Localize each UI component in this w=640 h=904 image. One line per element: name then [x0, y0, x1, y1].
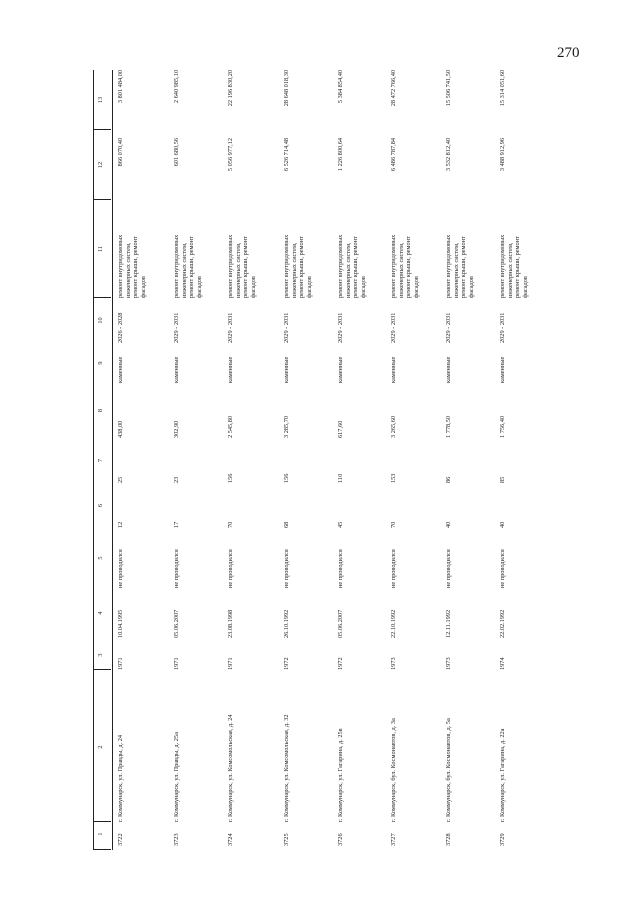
- cell-status: не проводился: [227, 549, 234, 588]
- cell-date: 22.02.1992: [499, 609, 506, 638]
- col-header-1: 1: [97, 832, 104, 836]
- cell-status: не проводился: [445, 549, 452, 588]
- cell-cost: 3 488 912,96: [499, 138, 506, 172]
- col-header-3: 3: [97, 653, 104, 657]
- cell-works: ремонт внутридомовых инженерных систем, ремонт крыши, ремонт фасадов: [117, 234, 147, 298]
- cell-year: 1971: [227, 657, 234, 670]
- cell-address: г. Коммунарск, бул. Космонавтов, д. 3а: [390, 718, 397, 822]
- cell-cost: 5 056 977,12: [227, 138, 234, 172]
- page-number: 270: [557, 45, 580, 61]
- cell-c6: 40: [499, 521, 506, 528]
- cell-total: 28 472 766,40: [390, 70, 397, 107]
- cell-address: г. Коммунарск, ул. Комсомольская, д. 32: [283, 714, 290, 822]
- cell-year: 1971: [117, 657, 124, 670]
- cell-material: каменные: [337, 356, 344, 383]
- header-divider: [93, 129, 111, 130]
- col-header-5: 5: [97, 556, 104, 560]
- rotated-table: [93, 70, 613, 850]
- cell-status: не проводился: [390, 549, 397, 588]
- cell-num: 3728: [445, 833, 452, 846]
- cell-address: г. Коммунарск, ул. Правды, д. 25а: [173, 732, 180, 822]
- cell-total: 2 640 985,10: [173, 70, 180, 104]
- cell-address: г. Коммунарск, ул. Комсомольская, д. 24: [227, 714, 234, 822]
- col-header-8: 8: [97, 408, 104, 413]
- cell-area: 3 265,60: [390, 415, 397, 438]
- cell-date: 10.04.1995: [117, 609, 124, 638]
- header-divider: [93, 821, 111, 822]
- cell-works: ремонт внутридомовых инженерных систем, ремонт крыши, ремонт фасадов: [337, 234, 367, 298]
- cell-cost: 3 532 812,40: [445, 138, 452, 172]
- cell-year: 1972: [337, 657, 344, 670]
- cell-works: ремонт внутридомовых инженерных систем, ремонт крыши, ремонт фасадов: [227, 234, 257, 298]
- col-header-13: 13: [97, 96, 104, 104]
- col-header-9: 9: [97, 361, 104, 365]
- cell-period: 2029 - 2031: [337, 312, 344, 343]
- cell-works: ремонт внутридомовых инженерных систем, ремонт крыши, ремонт фасадов: [445, 234, 475, 298]
- cell-num: 3722: [117, 833, 124, 846]
- cell-status: не проводился: [499, 549, 506, 588]
- cell-total: 15 506 741,50: [445, 70, 452, 107]
- cell-period: 2029 - 2031: [173, 312, 180, 343]
- cell-c6: 40: [445, 521, 452, 528]
- cell-num: 3726: [337, 833, 344, 846]
- cell-c6: 70: [227, 521, 234, 528]
- cell-area: 2 545,80: [227, 415, 234, 438]
- cell-status: не проводился: [283, 549, 290, 588]
- cell-c6: 68: [283, 521, 290, 528]
- cell-c6: 45: [337, 521, 344, 528]
- cell-total: 28 648 018,30: [283, 70, 290, 107]
- cell-num: 3725: [283, 833, 290, 846]
- cell-period: 2029 - 2031: [283, 312, 290, 343]
- cell-year: 1971: [173, 657, 180, 670]
- cell-date: 12.11.1992: [445, 609, 452, 638]
- cell-c7: 25: [117, 476, 124, 483]
- table-row: [499, 70, 549, 850]
- col-header-7: 7: [97, 458, 104, 463]
- cell-cost: 866 070,40: [117, 138, 124, 167]
- cell-area: 617,60: [337, 420, 344, 438]
- cell-material: каменные: [445, 356, 452, 383]
- header-divider: [93, 199, 111, 200]
- cell-date: 26.10.1992: [283, 609, 290, 638]
- cell-total: 15 314 051,60: [499, 70, 506, 107]
- cell-date: 23.08.1998: [227, 609, 234, 638]
- cell-cost: 601 680,56: [173, 138, 180, 167]
- cell-works: ремонт внутридомовых инженерных систем, ремонт крыши, ремонт фасадов: [173, 234, 203, 298]
- cell-cost: 6 526 714,48: [283, 138, 290, 172]
- cell-num: 3723: [173, 833, 180, 846]
- cell-c7: 153: [390, 473, 397, 483]
- cell-material: каменные: [117, 356, 124, 383]
- col-header-11: 11: [97, 245, 104, 253]
- table-row: [283, 70, 333, 850]
- cell-status: не проводился: [117, 549, 124, 588]
- table-row: [227, 70, 277, 850]
- cell-address: г. Коммунарск, ул. Гагарина, д. 22а: [499, 728, 506, 822]
- col-header-4: 4: [97, 611, 104, 615]
- cell-c7: 156: [227, 473, 234, 483]
- cell-material: каменные: [283, 356, 290, 383]
- cell-material: каменные: [227, 356, 234, 383]
- table-header: [93, 70, 113, 850]
- cell-status: не проводился: [337, 549, 344, 588]
- cell-c6: 17: [173, 521, 180, 528]
- cell-c7: 86: [445, 476, 452, 483]
- header-divider: [93, 669, 111, 670]
- cell-year: 1973: [445, 657, 452, 670]
- table-row: [337, 70, 387, 850]
- cell-total: 5 384 854,40: [337, 70, 344, 104]
- cell-year: 1974: [499, 657, 506, 670]
- cell-c7: 110: [337, 473, 344, 483]
- cell-year: 1972: [283, 657, 290, 670]
- cell-area: 302,90: [173, 420, 180, 438]
- header-divider: [93, 297, 111, 298]
- table-row: [173, 70, 223, 850]
- table-row: [117, 70, 167, 850]
- cell-address: г. Коммунарск, бул. Космонавтов, д. 5а: [445, 718, 452, 822]
- cell-c6: 12: [117, 521, 124, 528]
- cell-date: 05.06.2007: [173, 609, 180, 638]
- cell-area: 3 285,70: [283, 415, 290, 438]
- cell-c7: 156: [283, 473, 290, 483]
- col-header-2: 2: [97, 745, 104, 749]
- header-divider: [93, 849, 111, 850]
- col-header-12: 12: [97, 161, 104, 169]
- cell-c6: 70: [390, 521, 397, 528]
- cell-cost: 1 226 800,64: [337, 138, 344, 172]
- table-row: [390, 70, 440, 850]
- cell-total: 22 196 830,20: [227, 70, 234, 107]
- cell-address: г. Коммунарск, ул. Гагарина, д. 25в: [337, 728, 344, 822]
- cell-period: 2026 - 2028: [117, 312, 124, 343]
- cell-year: 1973: [390, 657, 397, 670]
- cell-period: 2029 - 2031: [390, 312, 397, 343]
- cell-period: 2029 - 2031: [445, 312, 452, 343]
- col-header-6: 6: [97, 503, 104, 508]
- cell-c7: 23: [173, 476, 180, 483]
- col-header-10: 10: [97, 317, 104, 324]
- cell-num: 3729: [499, 833, 506, 846]
- cell-status: не проводился: [173, 549, 180, 588]
- cell-period: 2029 - 2031: [227, 312, 234, 343]
- cell-cost: 6 486 787,84: [390, 138, 397, 172]
- cell-total: 3 801 484,00: [117, 70, 124, 104]
- cell-date: 22.10.1992: [390, 609, 397, 638]
- cell-material: каменные: [499, 356, 506, 383]
- cell-material: каменные: [390, 356, 397, 383]
- cell-num: 3727: [390, 833, 397, 846]
- cell-date: 05.06.2007: [337, 609, 344, 638]
- cell-works: ремонт внутридомовых инженерных систем, ремонт крыши, ремонт фасадов: [499, 234, 529, 298]
- cell-num: 3724: [227, 833, 234, 846]
- cell-address: г. Коммунарск, ул. Правды, д. 24: [117, 734, 124, 822]
- cell-area: 1 778,50: [445, 415, 452, 438]
- cell-c7: 85: [499, 476, 506, 483]
- cell-works: ремонт внутридомовых инженерных систем, ремонт крыши, ремонт фасадов: [283, 234, 313, 298]
- table-row: [445, 70, 495, 850]
- cell-period: 2029 - 2031: [499, 312, 506, 343]
- cell-area: 438,00: [117, 420, 124, 438]
- cell-material: каменные: [173, 356, 180, 383]
- cell-works: ремонт внутридомовых инженерных систем, ремонт крыши, ремонт фасадов: [390, 234, 420, 298]
- cell-area: 1 756,40: [499, 415, 506, 438]
